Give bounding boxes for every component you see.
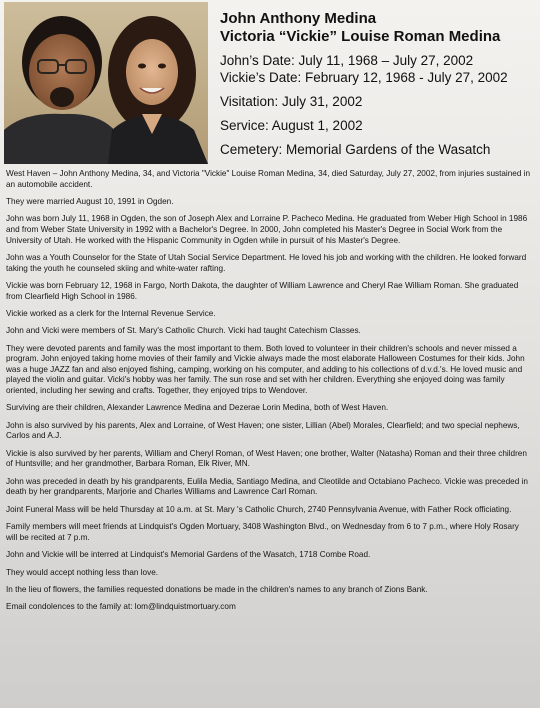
- paragraph: They were devoted parents and family was the most important to them. Both loved to volunteer in their children's schools and never missed a program. John enjoyed taking home movies of their family and Vickie always made the most elaborate Halloween Costumes for their kids. John was a huge JAZZ fan and also enjoyed fishing, camping, working on his computer, and adding to his collections of d.v.d.'s. He loved music and played the violin and guitar. Vicki's hobby was her family. The sun rose and set with her children. Everything she enjoyed doing was family oriented, including her sewing and crafts. Together, they enjoyed trips to Wendover.: [6, 343, 525, 396]
- cemetery-name: Cemetery: Memorial Gardens of the Wasatch: [220, 142, 491, 157]
- paragraph: John and Vickie will be interred at Lindquist's Memorial Gardens of the Wasatch, 1718 Combe Road.: [6, 550, 371, 560]
- names-heading: [220, 10, 536, 46]
- paragraph: Vickie worked as a clerk for the Internal Revenue Service.: [6, 308, 216, 318]
- email-line: Email condolences to the family at: lom@lindquistmortuary.com: [6, 602, 236, 612]
- johns-date: John’s Date: July 11, 1968 – July 27, 2002: [220, 53, 474, 68]
- paragraph: John was a Youth Counselor for the State of Utah Social Service Department. He loved his job and working with the children. He looked forward taking the youth he counseled skiing and white-water rafting.: [6, 252, 527, 273]
- obituary-header: [220, 10, 536, 158]
- obituary-text: [6, 169, 532, 620]
- paragraph: They would accept nothing less than love.: [6, 567, 159, 577]
- vickies-date: Vickie’s Date: February 12, 1968 - July 27, 2002: [220, 70, 508, 85]
- name-vickie: Victoria “Vickie” Louise Roman Medina: [220, 28, 501, 45]
- paragraph: John was born July 11, 1968 in Ogden, the son of Joseph Alex and Lorraine P. Pacheco Medina. He graduated from Weber High School in 1986 and from Weber State University in 1992 with a Bachelor's Degree. In 2000, John completed his Master's Degree in Social Work from the University of Utah. He worked with the Hispanic Community in Ogden while in pursuit of his Master's Degree.: [6, 214, 528, 245]
- paragraph: Joint Funeral Mass will be held Thursday at 10 a.m. at St. Mary 's Catholic Church, 2740 Pennsylvania Avenue, with Father Rock officiating.: [6, 504, 512, 514]
- paragraph: Vickie is also survived by her parents, William and Cheryl Roman, of West Haven; one brother, Walter (Natasha) Roman and their three children of Huntsville; and her grandmother, Barbara Roman, Elk River, MN.: [6, 448, 527, 469]
- paragraph: John was preceded in death by his grandparents, Eulila Media, Santiago Medina, and Cleotilde and Octabiano Pacheco. Vickie was preceded in death by her grandparents, Marjorie and Charles Williams and Lawrence Carl Roman.: [6, 476, 528, 497]
- paragraph: Family members will meet friends at Lindquist's Ogden Mortuary, 3408 Washington Blvd., on Wednesday from 6 to 7 p.m., where Holy Rosary will be recited at 7 p.m.: [6, 522, 519, 542]
- paragraph: John is also survived by his parents, Alex and Lorraine, of West Haven; one sister, Lillian (Abel) Morales, Clearfield; and two special nephews, Carlos and A.J.: [6, 420, 520, 441]
- visitation-date: Visitation: July 31, 2002: [220, 94, 363, 109]
- paragraph: John and Vicki were members of St. Mary's Catholic Church. Vicki had taught Catechism Classes.: [6, 326, 361, 336]
- life-dates: [220, 52, 536, 86]
- paragraph: West Haven – John Anthony Medina, 34, and Victoria "Vickie" Louise Roman Medina, 34, died Saturday, July 27, 2002, from injuries sustained in an automobile accident.: [6, 169, 531, 189]
- service-date: Service: August 1, 2002: [220, 118, 363, 133]
- paragraph: In the lieu of flowers, the families requested donations be made in the children's names to any branch of Zions Bank.: [6, 584, 428, 594]
- paragraph: Surviving are their children, Alexander Lawrence Medina and Dezerae Lorin Medina, both of West Haven.: [6, 403, 389, 413]
- name-john: John Anthony Medina: [220, 10, 377, 27]
- couple-photo: [4, 2, 208, 164]
- paragraph: They were married August 10, 1991 in Ogden.: [6, 196, 174, 206]
- paragraph: Vickie was born February 12, 1968 in Fargo, North Dakota, the daughter of William Lawrence and Cheryl Rae William Roman. She graduated from Clearfield High School in 1986.: [6, 280, 519, 301]
